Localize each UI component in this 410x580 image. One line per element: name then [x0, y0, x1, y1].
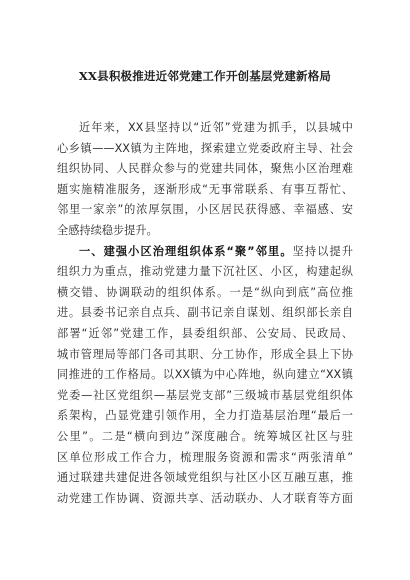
- paragraph-1-line: 近年来，XX县坚持以“近邻”党建为抓手，以县城中: [79, 121, 353, 134]
- section-1-line: 公里”。二是“横向到边”深度融合。统筹城区社区与驻: [57, 429, 353, 443]
- section-1-line: 组织力为重点，推动党建力量下沉社区、小区，构建起纵: [57, 265, 353, 279]
- section-1-first-line-text: 坚持以提升: [292, 244, 353, 258]
- section-1-line: 系架构，凸显党建引领作用，全力打造基层治理“最后一: [57, 409, 353, 423]
- section-1-first-line: [57, 242, 353, 263]
- section-1-line: 区单位形成工作合力，梳理服务资源和需求“两张清单”: [57, 450, 353, 464]
- section-1-line: 横交错、协调联动的组织体系。一是“纵向到底”高位推: [57, 285, 353, 299]
- paragraph-1-line: 题实施精准服务，逐渐形成“无事常联系、有事互帮忙、: [57, 182, 353, 196]
- paragraph-1-line: 全感持续稳步提升。: [57, 223, 158, 237]
- section-1-line: 城市管理局等部门各司其职、分工协作，形成全县上下协: [57, 347, 353, 361]
- section-1-line: 通过联建共建促进各领域党组织与社区小区互融互惠，推: [57, 471, 353, 485]
- section-1-line: 动党建工作协调、资源共享、活动联办、人才联育等方面: [57, 491, 353, 505]
- document-body: [57, 118, 353, 509]
- section-1-heading: 一、建强小区治理组织体系“聚”邻里。: [79, 244, 293, 258]
- paragraph-1-line: 邻里一家亲”的浓厚氛围，小区居民获得感、幸福感、安: [57, 203, 353, 217]
- section-1-line: 党委—社区党组织—基层党支部”三级城市基层党组织体: [57, 388, 353, 402]
- section-1-line: 部署“近邻”党建工作，县委组织部、公安局、民政局、: [57, 326, 353, 340]
- paragraph-1-line: 组织协同、人民群众参与的党建共同体，聚焦小区治理难: [57, 162, 353, 176]
- document-title: XX县积极推进近邻党建工作开创基层党建新格局: [78, 69, 332, 83]
- section-1-line: 同推进的工作格局。以XX镇为中心阵地，纵向建立“XX镇: [57, 368, 353, 382]
- section-1-line: 进。县委书记亲自点兵、副书记亲自谋划、组织部长亲自: [57, 306, 353, 320]
- paragraph-1-line: 心乡镇——XX镇为主阵地，探索建立党委政府主导、社会: [57, 141, 353, 155]
